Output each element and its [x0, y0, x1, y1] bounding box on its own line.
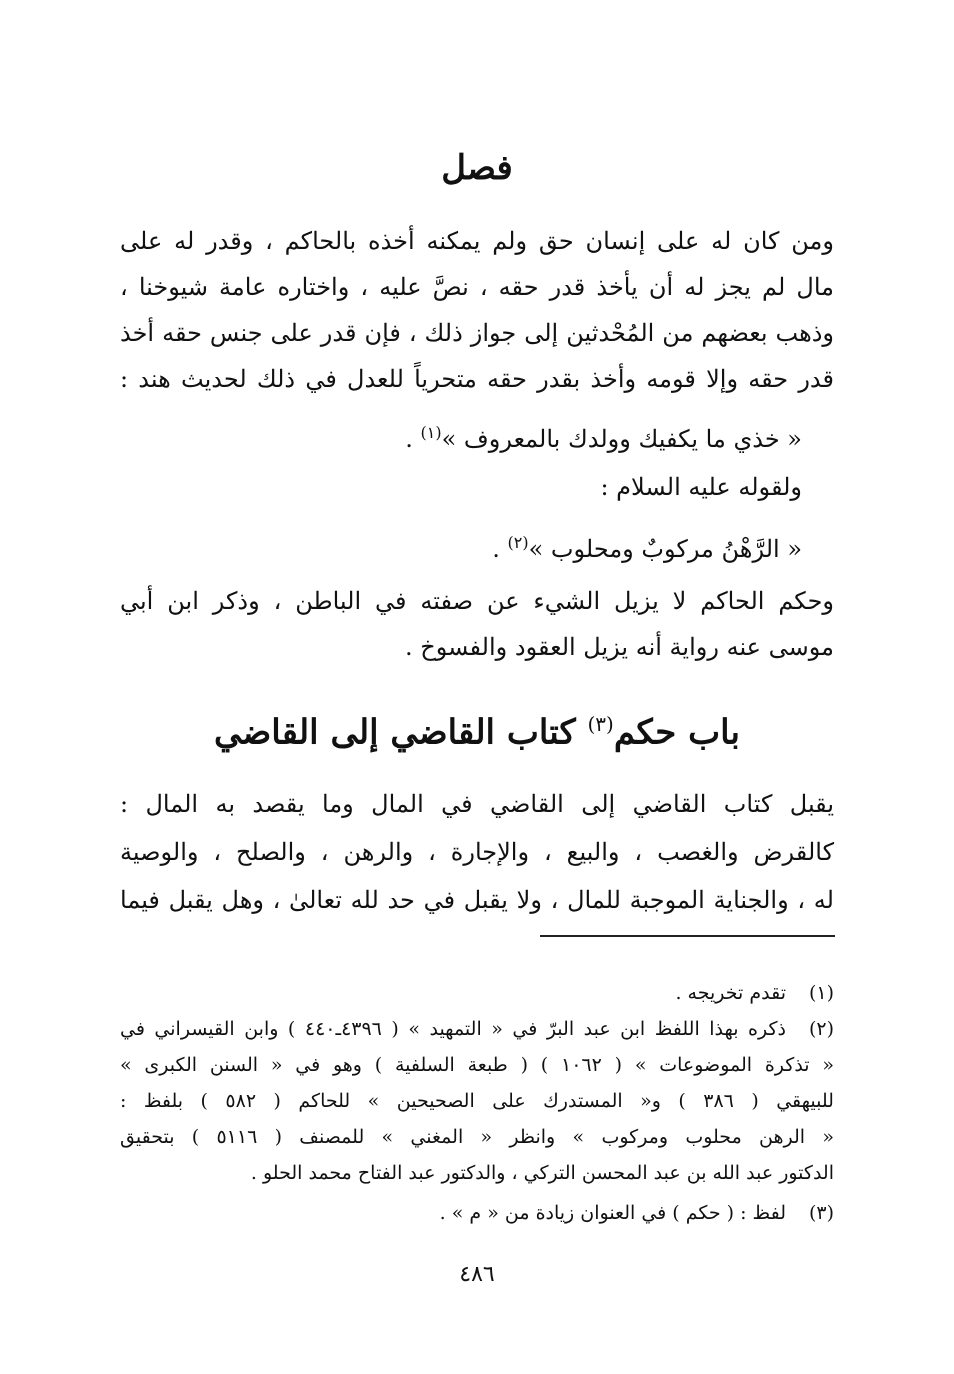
paragraph-line: مال لم يجز له أن يأخذ قدر حقه ، نصَّ عليه ، واختاره عامة شيوخنا ، [120, 273, 834, 301]
paragraph-line: ومن كان له على إنسان حق ولم يمكنه أخذه بالحاكم ، وقدر له على [120, 227, 834, 255]
section-title: فصل [441, 148, 513, 188]
footnote-text: لفظ : ( حكم ) في العنوان زيادة من « م » . [439, 1202, 786, 1224]
paragraph-line: كالقرض والغصب ، والبيع ، والإجارة ، والرهن ، والصلح ، والوصية [120, 838, 834, 866]
paragraph-line: وذهب بعضهم من المُحْدثين إلى جواز ذلك ، فإن قدر على جنس حقه أخذ [120, 319, 834, 347]
footnote-line: للبيهقي ( ٣٨٦ ) و« المستدرك على الصحيحين » للحاكم ( ٥٨٢ ) بلفظ : [120, 1090, 834, 1112]
paragraph-line: قدر حقه وإلا قومه وأخذ بقدر حقه متحرياً للعدل في ذلك لحديث هند : [120, 365, 834, 393]
footnote [120, 1014, 834, 1044]
footnote-number: (٢) [808, 1018, 834, 1040]
footnote-text: ذكره بهذا اللفظ ابن عبد البرّ في « التمهيد » ( ٤٣٩٦ـ٤٤٠ ) وابن القيسراني في [120, 1018, 786, 1040]
hadith-quote [405, 417, 802, 455]
hadith-quote [492, 527, 802, 565]
paragraph-line: يقبل كتاب القاضي إلى القاضي في المال وما يقصد به المال : [120, 790, 835, 818]
footnote-ref: (١) [420, 423, 442, 442]
footnote [120, 978, 834, 1008]
footnote-ref: (٢) [507, 533, 529, 552]
footnote-line: « تذكرة الموضوعات » ( ١٠٦٢ ) ( طبعة السلفية ) وهو في « السنن الكبرى » [120, 1054, 835, 1076]
chapter-title [0, 712, 954, 752]
chapter-title-part: كتاب القاضي إلى القاضي [214, 712, 588, 753]
quote-end: . [405, 425, 421, 453]
footnote-line: الدكتور عبد الله بن عبد المحسن التركي ، والدكتور عبد الفتاح محمد الحلو . [250, 1162, 834, 1184]
footnote-line: « الرهن محلوب ومركوب » وانظر « المغني » للمصنف ( ٥١١٦ ) بتحقيق [120, 1126, 834, 1148]
footnote-number: (٣) [808, 1202, 834, 1224]
quote-text: « الرَّهْنُ مركوبٌ ومحلوب » [528, 535, 802, 563]
footnote-ref: (٣) [587, 712, 614, 736]
footnote-text: تقدم تخريجه . [675, 982, 786, 1004]
page-number: ٤٨٦ [459, 1262, 495, 1287]
chapter-title-part: باب حكم [613, 712, 740, 753]
quote-intro: ولقوله عليه السلام : [600, 473, 802, 501]
paragraph-line: وحكم الحاكم لا يزيل الشيء عن صفته في الباطن ، وذكر ابن أبي [120, 587, 834, 615]
quote-text: « خذي ما يكفيك وولدك بالمعروف » [441, 425, 802, 453]
footnote-number: (١) [808, 982, 834, 1004]
paragraph-line: له ، والجناية الموجبة للمال ، ولا يقبل في حد لله تعالىٰ ، وهل يقبل فيما [120, 886, 834, 914]
footnote [120, 1198, 834, 1228]
paragraph-line: موسى عنه رواية أنه يزيل العقود والفسوخ . [404, 633, 834, 661]
footnote-divider [540, 935, 835, 937]
quote-end: . [492, 535, 508, 563]
